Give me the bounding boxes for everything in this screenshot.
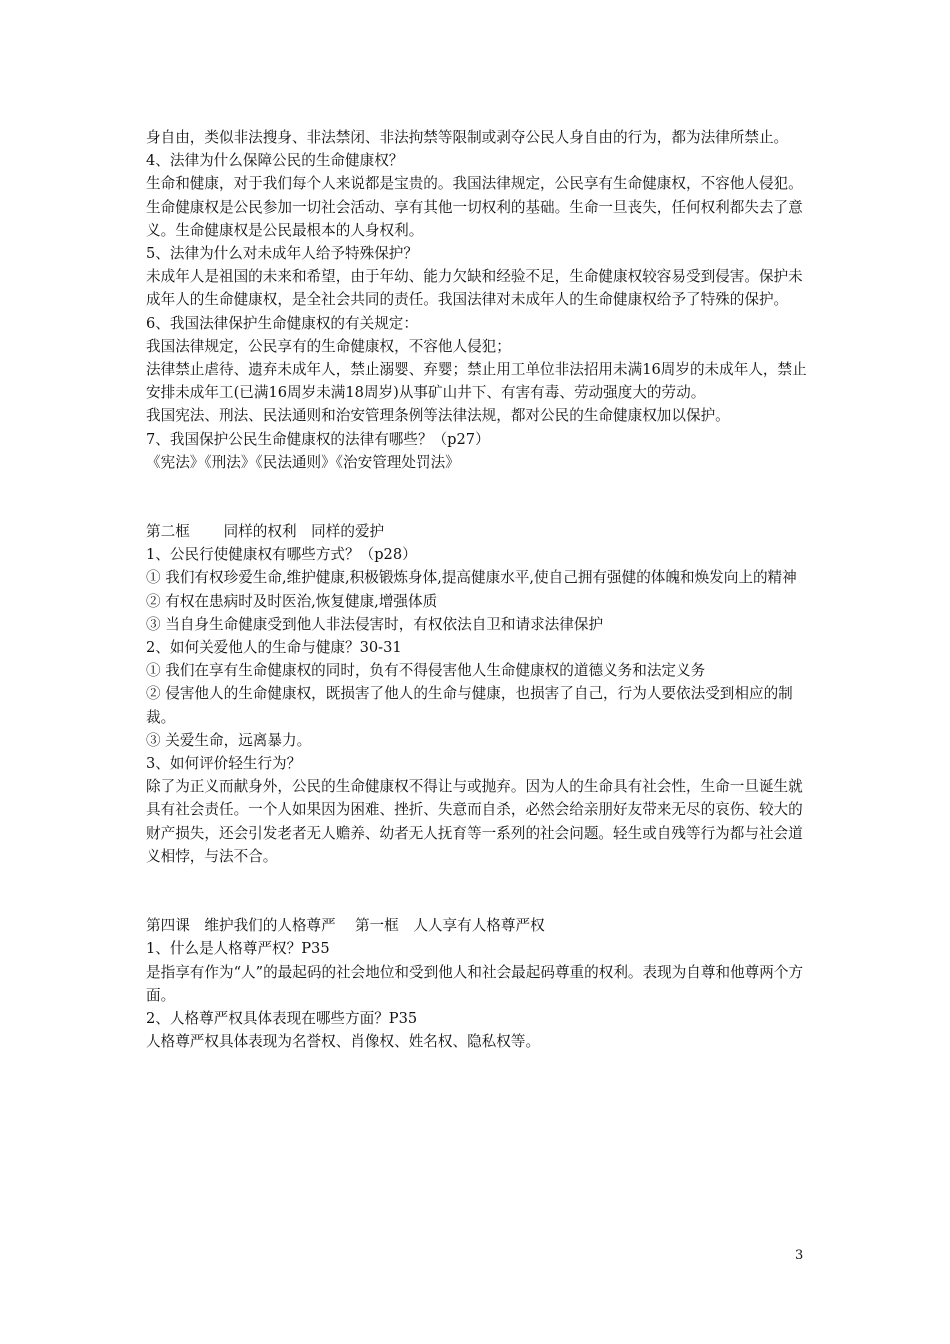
text-paragraph: ③ 当自身生命健康受到他人非法侵害时，有权依法自卫和请求法律保护 xyxy=(146,615,604,633)
text-paragraph: 7、我国保护公民生命健康权的法律有哪些？（p27） xyxy=(146,430,490,448)
section-spacer xyxy=(146,868,810,914)
text-paragraph: 未成年人是祖国的未来和希望，由于年幼、能力欠缺和经验不足，生命健康权较容易受到侵害。保护未成年人的生命健康权，是全社会共同的责任。我国法律对未成年人的生命健康权给予了特殊的保护。 xyxy=(146,268,803,309)
text-paragraph: ① 我们在享有生命健康权的同时，负有不得侵害他人生命健康权的道德义务和法定义务 xyxy=(146,662,706,680)
text-paragraph: 我国法律规定，公民享有的生命健康权，不容他人侵犯； xyxy=(146,337,511,355)
text-paragraph: 除了为正义而献身外，公民的生命健康权不得让与或抛弃。因为人的生命具有社会性，生命一旦诞生就具有社会责任。一个人如果因为困难、挫折、失意而自杀，必然会给亲朋好友带来无尽的哀伤、较大的财产损失，还会引发老者无人赡养、幼者无人抚育等一系列的社会问题。轻生或自残等行为都与社会道义相悖，与法不合。 xyxy=(146,778,803,865)
text-paragraph: ③ 关爱生命，远离暴力。 xyxy=(146,731,312,749)
section-spacer xyxy=(146,474,810,520)
text-paragraph: 是指享有作为“人”的最起码的社会地位和受到他人和社会最起码尊重的权利。表现为自尊和他尊两个方面。 xyxy=(146,963,804,1004)
page-number: 3 xyxy=(795,1248,804,1263)
text-paragraph: 1、什么是人格尊严权？P35 xyxy=(146,940,330,958)
text-paragraph: ② 侵害他人的生命健康权，既损害了他人的生命与健康，也损害了自己，行为人要依法受到相应的制裁。 xyxy=(146,685,793,726)
text-paragraph: 法律禁止虐待、遗弃未成年人，禁止溺婴、弃婴；禁止用工单位非法招用未满16周岁的未成年人，禁止安排未成年工(已满16周岁未满18周岁)从事矿山井下、有害有毒、劳动强度大的劳动。 xyxy=(146,361,807,402)
text-paragraph: ② 有权在患病时及时医治,恢复健康,增强体质 xyxy=(146,592,438,610)
page-body xyxy=(146,126,810,1053)
text-paragraph: 1、公民行使健康权有哪些方式？（p28） xyxy=(146,546,417,564)
text-paragraph: 6、我国法律保护生命健康权的有关规定： xyxy=(146,314,418,332)
text-paragraph: 第四课 维护我们的人格尊严 第一框 人人享有人格尊严权 xyxy=(146,917,545,935)
text-paragraph: 3、如何评价轻生行为？ xyxy=(146,755,302,773)
text-paragraph: 《宪法》《刑法》《民法通则》《治安管理处罚法》 xyxy=(146,453,460,471)
text-paragraph: 人格尊严权具体表现为名誉权、肖像权、姓名权、隐私权等。 xyxy=(146,1033,541,1051)
text-paragraph: 5、法律为什么对未成年人给予特殊保护？ xyxy=(146,245,418,263)
text-paragraph: 4、法律为什么保障公民的生命健康权？ xyxy=(146,152,404,170)
text-paragraph: 2、人格尊严权具体表现在哪些方面？P35 xyxy=(146,1009,418,1027)
text-paragraph: ① 我们有权珍爱生命,维护健康,积极锻炼身体,提高健康水平,使自己拥有强健的体魄和焕发向上的精神 xyxy=(146,569,797,587)
text-paragraph: 身自由，类似非法搜身、非法禁闭、非法拘禁等限制或剥夺公民人身自由的行为，都为法律所禁止。 xyxy=(146,129,789,146)
text-paragraph: 生命和健康，对于我们每个人来说都是宝贵的。我国法律规定，公民享有生命健康权，不容他人侵犯。生命健康权是公民参加一切社会活动、享有其他一切权利的基础。生命一旦丧失，任何权利都失去了意义。生命健康权是公民最根本的人身权利。 xyxy=(146,175,803,239)
text-paragraph: 2、如何关爱他人的生命与健康？30-31 xyxy=(146,639,402,657)
text-paragraph: 第二框 同样的权利 同样的爱护 xyxy=(146,523,385,541)
text-paragraph: 我国宪法、刑法、民法通则和治安管理条例等法律法规，都对公民的生命健康权加以保护。 xyxy=(146,407,730,425)
